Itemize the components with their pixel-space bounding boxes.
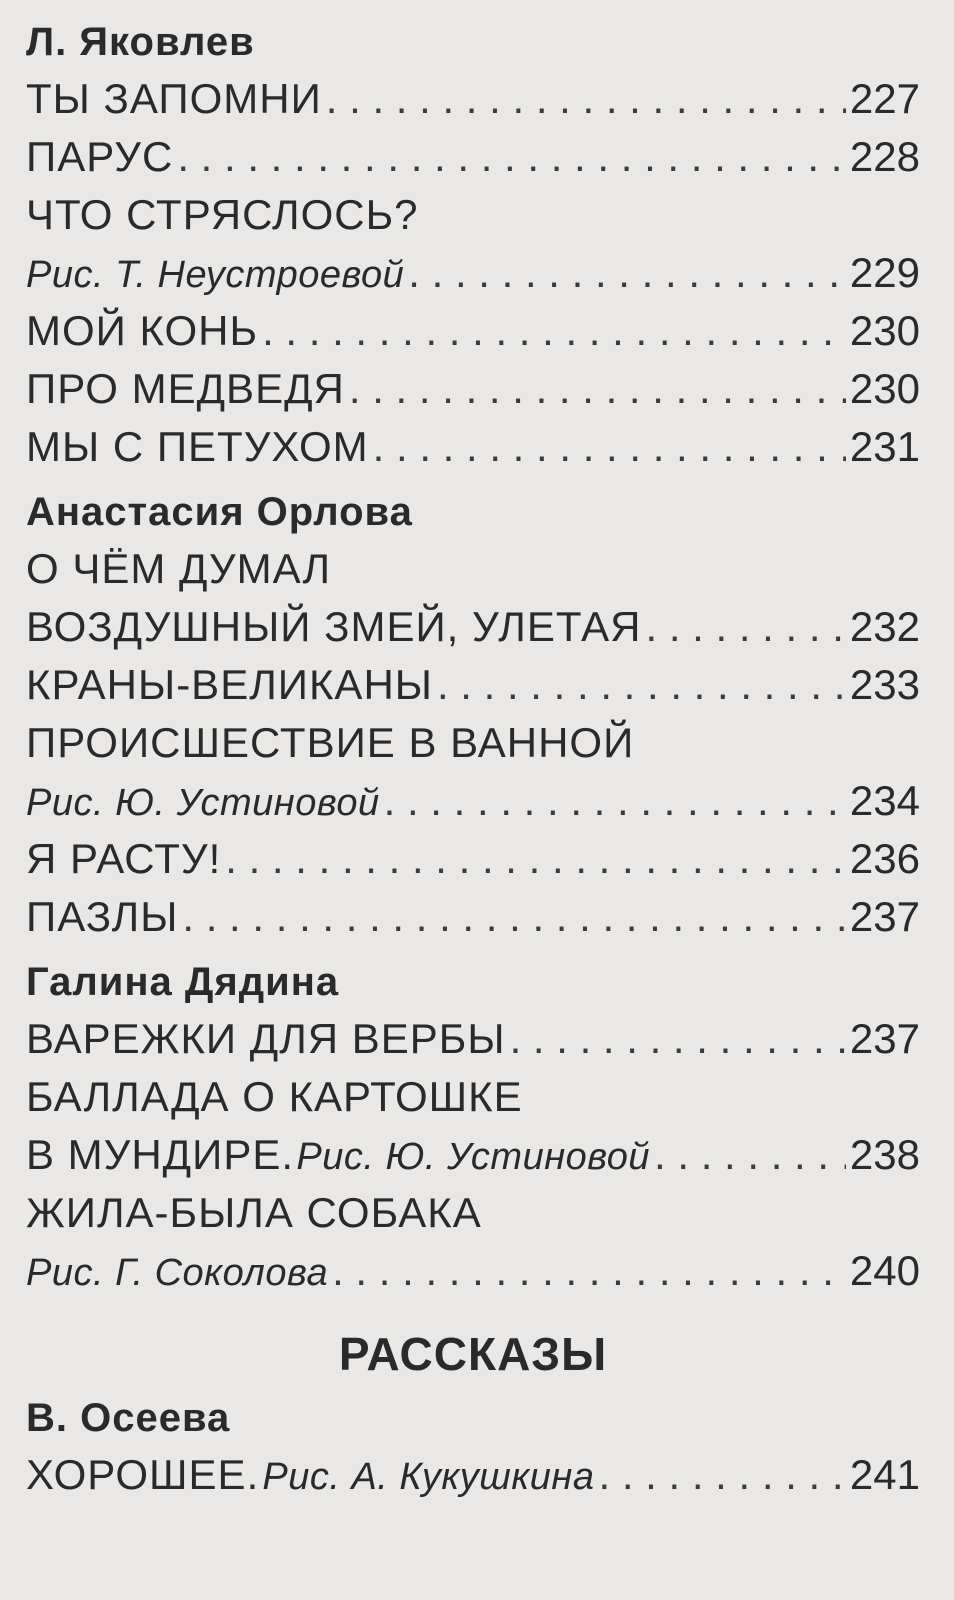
dot-leader xyxy=(373,418,846,476)
dot-leader xyxy=(408,244,846,302)
dot-leader xyxy=(182,888,846,946)
section-spacer xyxy=(26,476,920,484)
section-spacer xyxy=(26,946,920,954)
toc-entry xyxy=(26,128,920,186)
entry-title: ХОРОШЕЕ. xyxy=(26,1451,260,1498)
author-name: В. Осеева xyxy=(26,1396,231,1440)
page-number: 232 xyxy=(849,603,920,650)
dot-leader xyxy=(225,830,846,888)
dot-leader xyxy=(598,1446,845,1504)
entry-title: О ЧЁМ ДУМАЛ xyxy=(26,545,332,592)
toc-entry xyxy=(26,772,920,830)
page-number: 238 xyxy=(849,1131,920,1178)
page-number: 233 xyxy=(849,661,920,708)
page-number: 228 xyxy=(849,133,920,180)
entry-title: ПАРУС xyxy=(26,133,174,180)
page-number: 231 xyxy=(849,423,920,470)
entry-title: ЖИЛА-БЫЛА СОБАКА xyxy=(26,1189,482,1236)
entry-title: ПРО МЕДВЕДЯ xyxy=(26,365,345,412)
toc-entry xyxy=(26,70,920,128)
author-name: Галина Дядина xyxy=(26,960,340,1004)
toc-entry xyxy=(26,540,920,598)
entry-title: ЧТО СТРЯСЛОСЬ? xyxy=(26,191,419,238)
toc-entry xyxy=(26,360,920,418)
illustrator-credit: Рис. А. Кукушкина xyxy=(262,1456,595,1498)
toc-entry xyxy=(26,656,920,714)
page-number: 240 xyxy=(849,1247,920,1294)
page-number: 234 xyxy=(849,777,920,824)
entry-title: ВАРЕЖКИ ДЛЯ ВЕРБЫ xyxy=(26,1015,506,1062)
author-name: Л. Яковлев xyxy=(26,20,255,64)
toc-entry xyxy=(26,1126,920,1184)
dot-leader xyxy=(654,1126,846,1184)
entry-title: В МУНДИРЕ. xyxy=(26,1131,295,1178)
toc-entry xyxy=(26,1068,920,1126)
toc-entry xyxy=(26,888,920,946)
dot-leader xyxy=(437,656,846,714)
page-number: 230 xyxy=(849,307,920,354)
dot-leader xyxy=(326,70,846,128)
toc-entry xyxy=(26,1010,920,1068)
toc-list-stories xyxy=(26,1390,920,1504)
toc-entry xyxy=(26,1184,920,1242)
toc-entry xyxy=(26,830,920,888)
page-number: 227 xyxy=(849,75,920,122)
page-number: 236 xyxy=(849,835,920,882)
entry-title: ВОЗДУШНЫЙ ЗМЕЙ, УЛЕТАЯ xyxy=(26,603,642,650)
toc-entry xyxy=(26,598,920,656)
illustrator-credit: Рис. Ю. Устиновой xyxy=(296,1136,651,1178)
toc-list xyxy=(26,14,920,1300)
toc-entry xyxy=(26,302,920,360)
entry-title: БАЛЛАДА О КАРТОШКЕ xyxy=(26,1073,523,1120)
toc-entry xyxy=(26,1242,920,1300)
page-number: 237 xyxy=(849,893,920,940)
illustrator-credit: Рис. Т. Неустроевой xyxy=(26,254,405,296)
page-number: 241 xyxy=(849,1451,920,1498)
illustrator-credit: Рис. Ю. Устиновой xyxy=(26,782,380,824)
dot-leader xyxy=(262,302,846,360)
page-number: 237 xyxy=(849,1015,920,1062)
entry-title: ТЫ ЗАПОМНИ xyxy=(26,75,322,122)
toc-entry xyxy=(26,1446,920,1504)
entry-title: Я РАСТУ! xyxy=(26,835,222,882)
dot-leader xyxy=(510,1010,846,1068)
dot-leader xyxy=(177,128,846,186)
entry-title: ПРОИСШЕСТВИЕ В ВАННОЙ xyxy=(26,719,635,766)
dot-leader xyxy=(384,772,846,830)
toc-entry xyxy=(26,418,920,476)
page-number: 229 xyxy=(849,249,920,296)
entry-title: МЫ С ПЕТУХОМ xyxy=(26,423,369,470)
dot-leader xyxy=(645,598,845,656)
toc-entry xyxy=(26,186,920,244)
entry-title: МОЙ КОНЬ xyxy=(26,307,259,354)
entry-title: КРАНЫ-ВЕЛИКАНЫ xyxy=(26,661,433,708)
author-name: Анастасия Орлова xyxy=(26,490,413,534)
dot-leader xyxy=(349,360,846,418)
dot-leader xyxy=(332,1242,846,1300)
illustrator-credit: Рис. Г. Соколова xyxy=(26,1252,329,1294)
entry-title: ПАЗЛЫ xyxy=(26,893,179,940)
page-number: 230 xyxy=(849,365,920,412)
toc-entry xyxy=(26,714,920,772)
part-heading: РАССКАЗЫ xyxy=(338,1328,608,1380)
toc-entry xyxy=(26,244,920,302)
